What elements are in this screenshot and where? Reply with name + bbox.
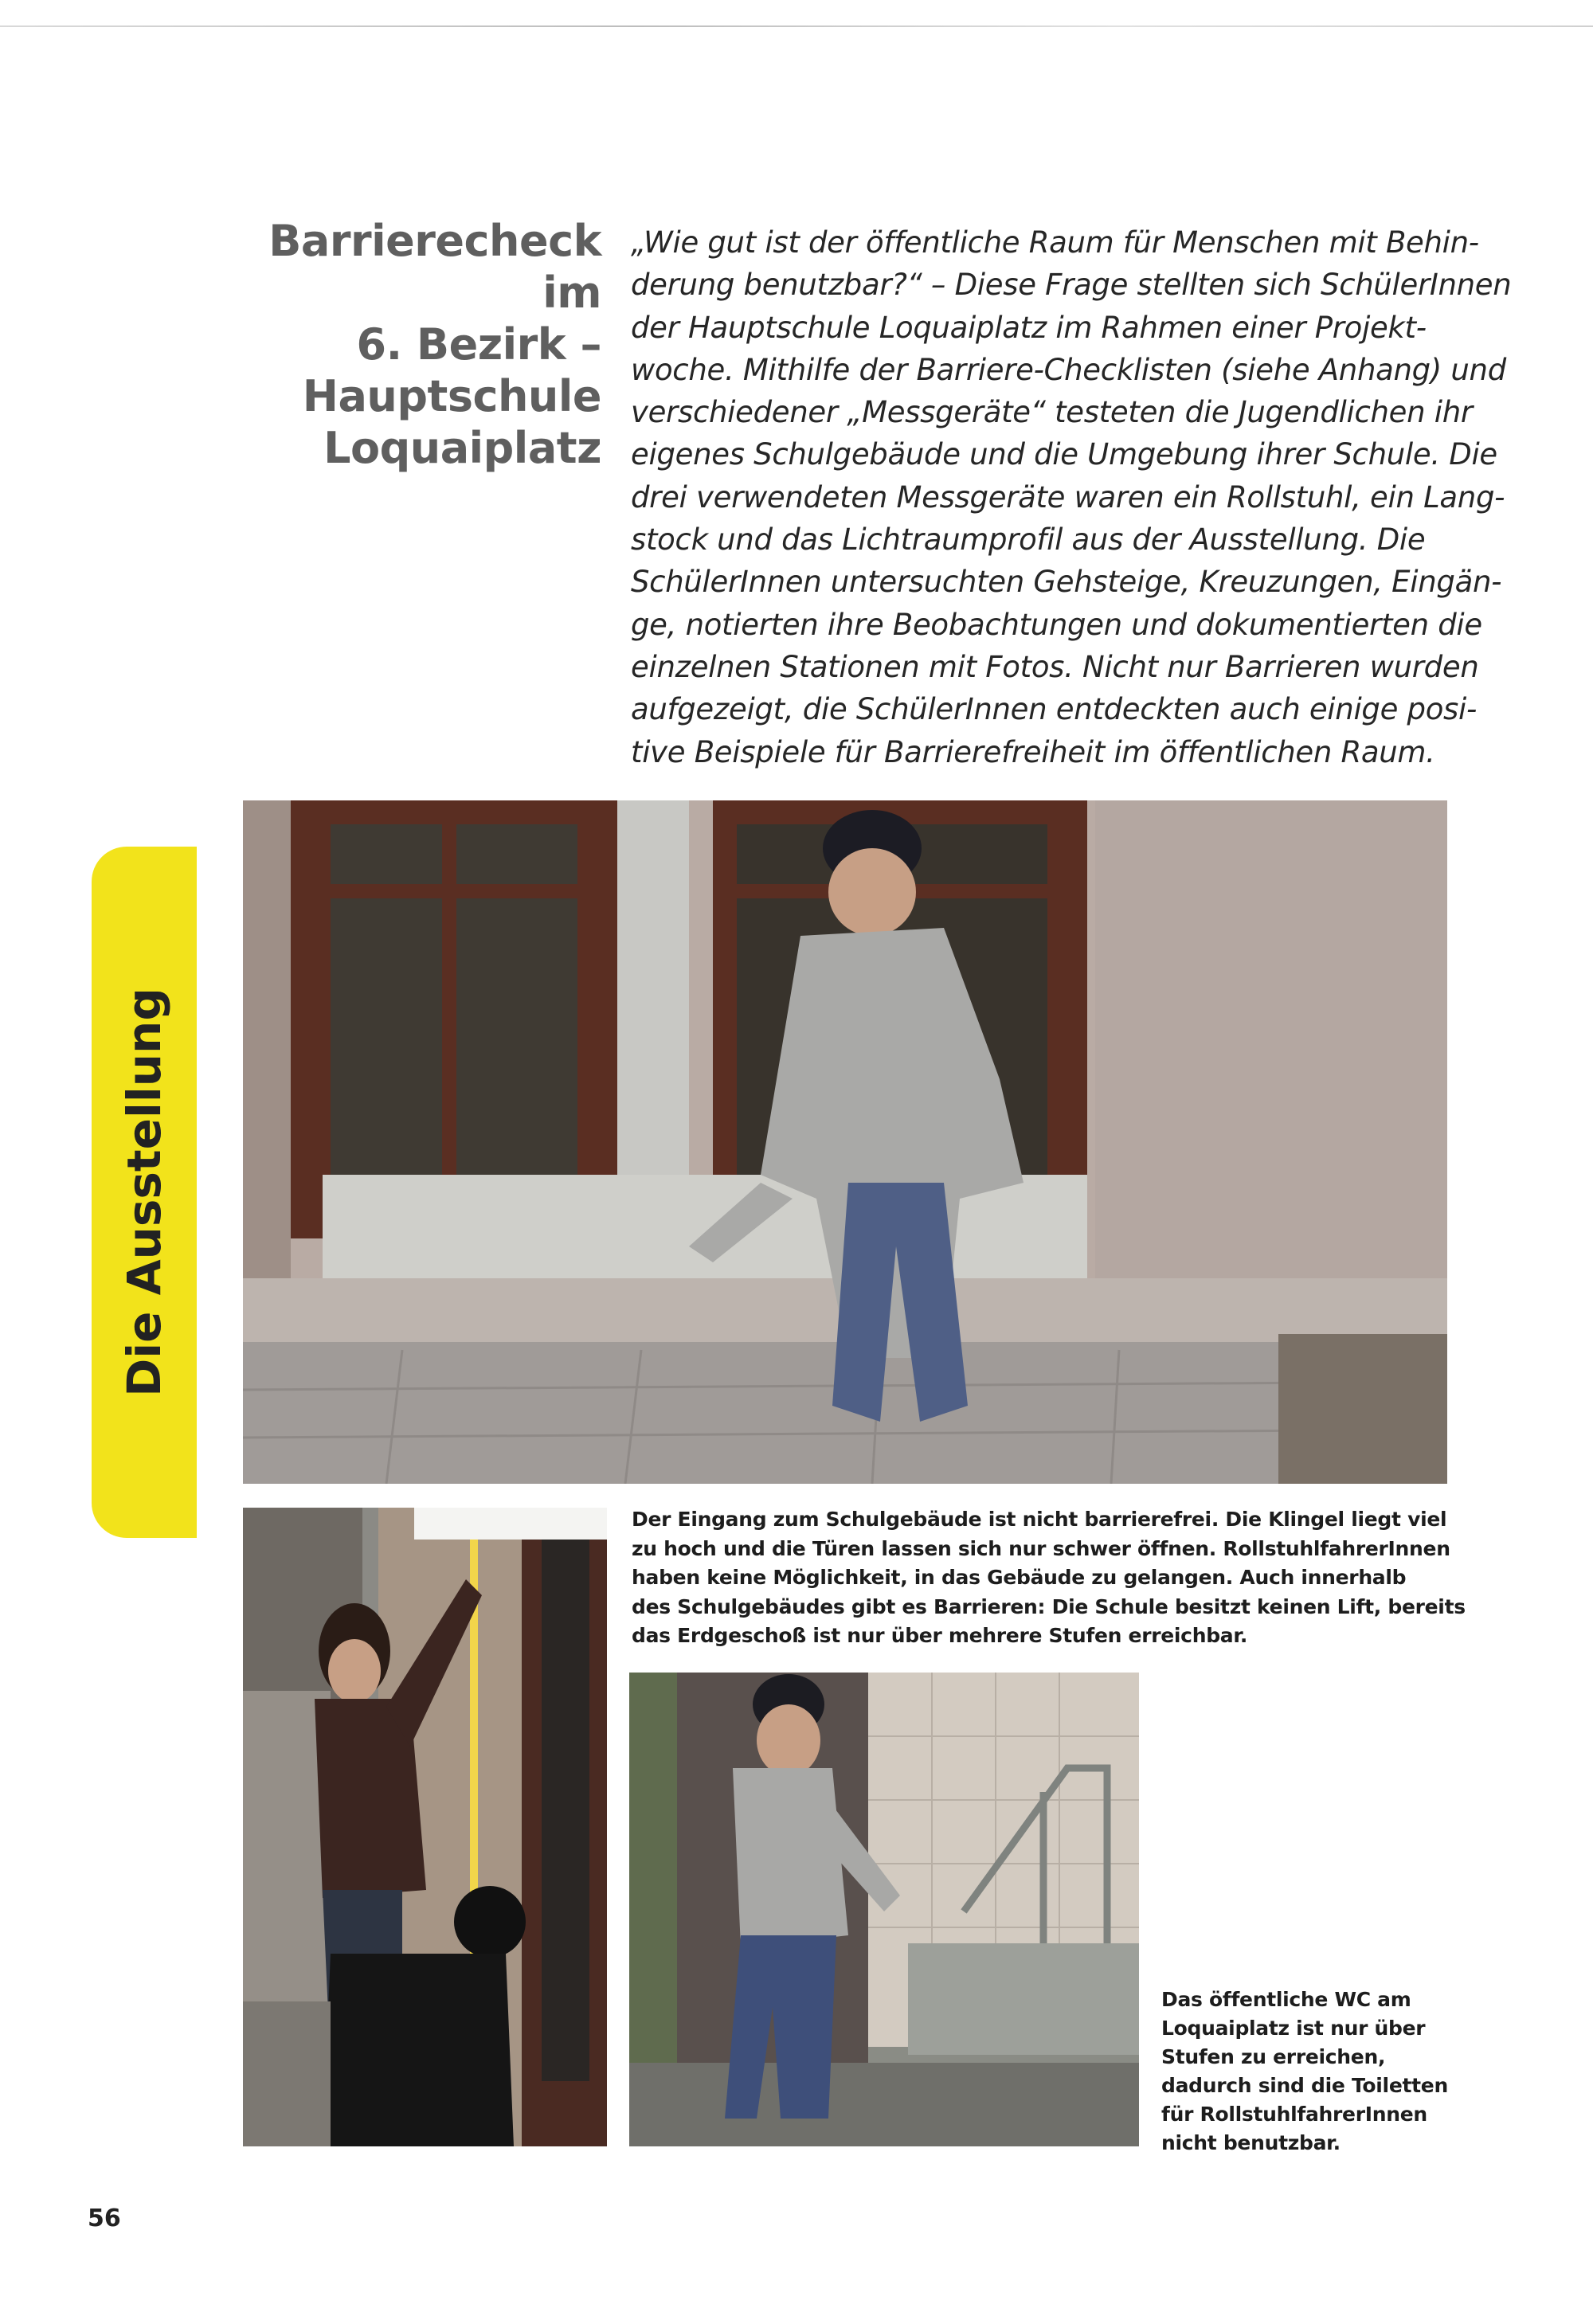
intro-line: tive Beispiele für Barrierefreiheit im öffentlichen Raum. xyxy=(631,734,1435,769)
intro-line: einzelnen Stationen mit Fotos. Nicht nur Barrieren wurden xyxy=(631,649,1479,684)
page-number: 56 xyxy=(88,2205,121,2232)
intro-line: „Wie gut ist der öffentliche Raum für Menschen mit Behin- xyxy=(631,225,1479,260)
photo-public-wc-image xyxy=(629,1673,1139,2146)
section-side-tab-label: Die Ausstellung xyxy=(117,988,171,1397)
intro-line: drei verwendeten Messgeräte waren ein Rollstuhl, ein Lang- xyxy=(631,479,1505,514)
intro-line: eigenes Schulgebäude und die Umgebung ihrer Schule. Die xyxy=(631,437,1497,472)
caption-line: zu hoch und die Türen lassen sich nur schwer öffnen. RollstuhlfahrerInnen xyxy=(632,1536,1450,1560)
caption-line: Das öffentliche WC am xyxy=(1161,1988,1411,2011)
caption-line: nicht benutzbar. xyxy=(1161,2131,1341,2154)
photo-school-entrance xyxy=(243,800,1447,1484)
heading-line: Loquaiplatz xyxy=(323,423,601,473)
heading-line: Hauptschule xyxy=(302,371,601,421)
intro-line: SchülerInnen untersuchten Gehsteige, Kreuzungen, Eingän- xyxy=(631,565,1502,600)
article-heading xyxy=(199,215,601,474)
intro-line: woche. Mithilfe der Barriere-Checklisten (siehe Anhang) und xyxy=(631,352,1506,387)
caption-line: Stufen zu erreichen, xyxy=(1161,2045,1386,2068)
caption-line: das Erdgeschoß ist nur über mehrere Stufen erreichbar. xyxy=(632,1624,1248,1647)
caption-public-wc xyxy=(1161,1986,1448,2158)
caption-line: dadurch sind die Toiletten xyxy=(1161,2074,1448,2097)
section-side-tab xyxy=(92,847,197,1538)
intro-line: derung benutzbar?“ – Diese Frage stellten sich SchülerInnen xyxy=(631,268,1512,303)
caption-line: Loquaiplatz ist nur über xyxy=(1161,2017,1426,2040)
intro-paragraph xyxy=(631,221,1512,773)
intro-line: verschiedener „Messgeräte“ testeten die Jugendlichen ihr xyxy=(631,395,1473,430)
photo-doorbell-measurement-image xyxy=(243,1508,607,2146)
intro-line: aufgezeigt, die SchülerInnen entdeckten auch einige posi- xyxy=(631,692,1478,727)
photo-school-entrance-image xyxy=(243,800,1447,1484)
caption-line: haben keine Möglichkeit, in das Gebäude zu gelangen. Auch innerhalb xyxy=(632,1566,1407,1589)
caption-line: für RollstuhlfahrerInnen xyxy=(1161,2103,1427,2126)
intro-line: ge, notierten ihre Beobachtungen und dokumentierten die xyxy=(631,607,1482,642)
photo-doorbell-measurement xyxy=(243,1508,607,2146)
intro-line: stock und das Lichtraumprofil aus der Ausstellung. Die xyxy=(631,522,1426,558)
caption-line: Der Eingang zum Schulgebäude ist nicht barrierefrei. Die Klingel liegt viel xyxy=(632,1508,1447,1531)
page-top-rule xyxy=(0,25,1593,27)
intro-line: der Hauptschule Loquaiplatz im Rahmen einer Projekt- xyxy=(631,310,1427,345)
heading-line: 6. Bezirk – xyxy=(356,319,601,370)
heading-line: Barrierecheck im xyxy=(268,216,601,318)
photo-public-wc xyxy=(629,1673,1139,2146)
caption-school-entrance xyxy=(632,1505,1466,1651)
caption-line: des Schulgebäudes gibt es Barrieren: Die Schule besitzt keinen Lift, bereits xyxy=(632,1594,1466,1618)
